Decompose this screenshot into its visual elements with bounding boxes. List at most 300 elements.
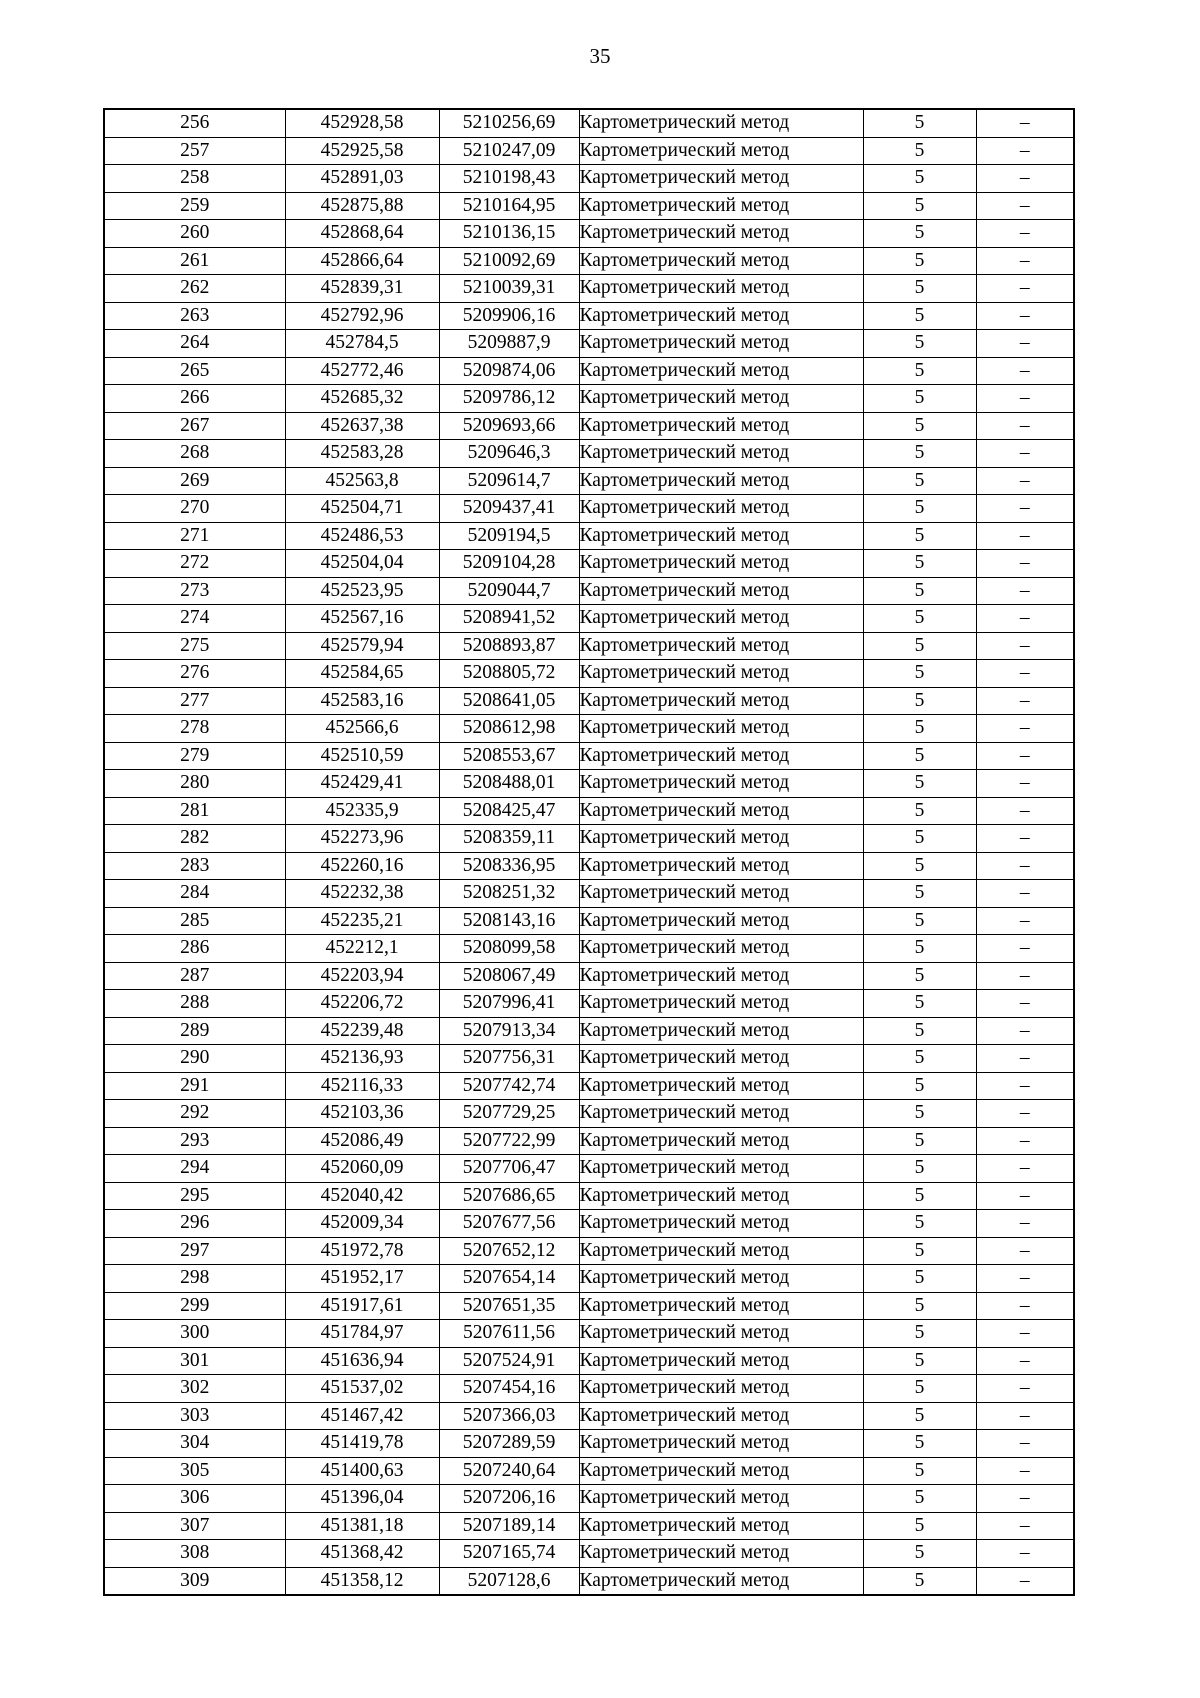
point-number-cell: 309	[104, 1567, 285, 1595]
table-row	[104, 687, 1074, 715]
description-cell: –	[976, 632, 1074, 660]
description-cell: –	[976, 467, 1074, 495]
table-row	[104, 907, 1074, 935]
point-number-cell: 273	[104, 577, 285, 605]
x-coordinate-cell: 452925,58	[285, 137, 439, 165]
description-cell: –	[976, 247, 1074, 275]
description-cell: –	[976, 1567, 1074, 1595]
x-coordinate-cell: 452523,95	[285, 577, 439, 605]
x-coordinate-cell: 452772,46	[285, 357, 439, 385]
method-cell: Картометрический метод	[579, 1045, 863, 1073]
method-cell: Картометрический метод	[579, 357, 863, 385]
description-cell: –	[976, 660, 1074, 688]
y-coordinate-cell: 5207729,25	[439, 1100, 579, 1128]
point-number-cell: 276	[104, 660, 285, 688]
y-coordinate-cell: 5207722,99	[439, 1127, 579, 1155]
point-number-cell: 270	[104, 495, 285, 523]
y-coordinate-cell: 5209693,66	[439, 412, 579, 440]
y-coordinate-cell: 5209887,9	[439, 330, 579, 358]
method-cell: Картометрический метод	[579, 275, 863, 303]
point-number-cell: 295	[104, 1182, 285, 1210]
table-row	[104, 302, 1074, 330]
accuracy-cell: 5	[863, 990, 976, 1018]
x-coordinate-cell: 452868,64	[285, 220, 439, 248]
description-cell: –	[976, 412, 1074, 440]
accuracy-cell: 5	[863, 1017, 976, 1045]
y-coordinate-cell: 5207996,41	[439, 990, 579, 1018]
table-row	[104, 1375, 1074, 1403]
table-row	[104, 1182, 1074, 1210]
description-cell: –	[976, 962, 1074, 990]
table-row	[104, 522, 1074, 550]
table-row	[104, 1017, 1074, 1045]
x-coordinate-cell: 451917,61	[285, 1292, 439, 1320]
method-cell: Картометрический метод	[579, 907, 863, 935]
accuracy-cell: 5	[863, 412, 976, 440]
y-coordinate-cell: 5208941,52	[439, 605, 579, 633]
x-coordinate-cell: 452116,33	[285, 1072, 439, 1100]
y-coordinate-cell: 5210247,09	[439, 137, 579, 165]
table-row	[104, 605, 1074, 633]
point-number-cell: 265	[104, 357, 285, 385]
description-cell: –	[976, 357, 1074, 385]
accuracy-cell: 5	[863, 1567, 976, 1595]
description-cell: –	[976, 742, 1074, 770]
y-coordinate-cell: 5209874,06	[439, 357, 579, 385]
accuracy-cell: 5	[863, 770, 976, 798]
point-number-cell: 286	[104, 935, 285, 963]
coordinates-table-body	[104, 109, 1074, 1595]
y-coordinate-cell: 5209044,7	[439, 577, 579, 605]
y-coordinate-cell: 5207189,14	[439, 1512, 579, 1540]
point-number-cell: 264	[104, 330, 285, 358]
description-cell: –	[976, 797, 1074, 825]
accuracy-cell: 5	[863, 247, 976, 275]
accuracy-cell: 5	[863, 495, 976, 523]
x-coordinate-cell: 452584,65	[285, 660, 439, 688]
y-coordinate-cell: 5207454,16	[439, 1375, 579, 1403]
point-number-cell: 268	[104, 440, 285, 468]
accuracy-cell: 5	[863, 1127, 976, 1155]
method-cell: Картометрический метод	[579, 1292, 863, 1320]
description-cell: –	[976, 1100, 1074, 1128]
x-coordinate-cell: 451368,42	[285, 1540, 439, 1568]
point-number-cell: 284	[104, 880, 285, 908]
point-number-cell: 287	[104, 962, 285, 990]
x-coordinate-cell: 452839,31	[285, 275, 439, 303]
y-coordinate-cell: 5209437,41	[439, 495, 579, 523]
accuracy-cell: 5	[863, 1100, 976, 1128]
description-cell: –	[976, 1540, 1074, 1568]
accuracy-cell: 5	[863, 880, 976, 908]
table-row	[104, 990, 1074, 1018]
accuracy-cell: 5	[863, 1375, 976, 1403]
y-coordinate-cell: 5208641,05	[439, 687, 579, 715]
method-cell: Картометрический метод	[579, 330, 863, 358]
x-coordinate-cell: 452784,5	[285, 330, 439, 358]
accuracy-cell: 5	[863, 660, 976, 688]
y-coordinate-cell: 5208805,72	[439, 660, 579, 688]
table-row	[104, 1512, 1074, 1540]
table-row	[104, 935, 1074, 963]
description-cell: –	[976, 330, 1074, 358]
point-number-cell: 301	[104, 1347, 285, 1375]
x-coordinate-cell: 452486,53	[285, 522, 439, 550]
table-row	[104, 275, 1074, 303]
method-cell: Картометрический метод	[579, 1100, 863, 1128]
table-row	[104, 1210, 1074, 1238]
y-coordinate-cell: 5208067,49	[439, 962, 579, 990]
accuracy-cell: 5	[863, 1292, 976, 1320]
point-number-cell: 266	[104, 385, 285, 413]
point-number-cell: 256	[104, 109, 285, 137]
point-number-cell: 279	[104, 742, 285, 770]
accuracy-cell: 5	[863, 1512, 976, 1540]
description-cell: –	[976, 825, 1074, 853]
y-coordinate-cell: 5207913,34	[439, 1017, 579, 1045]
y-coordinate-cell: 5207165,74	[439, 1540, 579, 1568]
x-coordinate-cell: 452203,94	[285, 962, 439, 990]
point-number-cell: 260	[104, 220, 285, 248]
table-row	[104, 192, 1074, 220]
y-coordinate-cell: 5208425,47	[439, 797, 579, 825]
description-cell: –	[976, 935, 1074, 963]
point-number-cell: 288	[104, 990, 285, 1018]
page-number: 35	[589, 44, 611, 68]
description-cell: –	[976, 1045, 1074, 1073]
table-row	[104, 440, 1074, 468]
accuracy-cell: 5	[863, 1072, 976, 1100]
accuracy-cell: 5	[863, 109, 976, 137]
method-cell: Картометрический метод	[579, 440, 863, 468]
method-cell: Картометрический метод	[579, 1457, 863, 1485]
table-row	[104, 1292, 1074, 1320]
y-coordinate-cell: 5208893,87	[439, 632, 579, 660]
method-cell: Картометрический метод	[579, 935, 863, 963]
point-number-cell: 305	[104, 1457, 285, 1485]
x-coordinate-cell: 452583,28	[285, 440, 439, 468]
accuracy-cell: 5	[863, 1402, 976, 1430]
method-cell: Картометрический метод	[579, 770, 863, 798]
point-number-cell: 291	[104, 1072, 285, 1100]
table-row	[104, 715, 1074, 743]
x-coordinate-cell: 452685,32	[285, 385, 439, 413]
y-coordinate-cell: 5209786,12	[439, 385, 579, 413]
point-number-cell: 274	[104, 605, 285, 633]
method-cell: Картометрический метод	[579, 1540, 863, 1568]
point-number-cell: 289	[104, 1017, 285, 1045]
accuracy-cell: 5	[863, 550, 976, 578]
point-number-cell: 257	[104, 137, 285, 165]
table-row	[104, 880, 1074, 908]
table-row	[104, 1320, 1074, 1348]
description-cell: –	[976, 1320, 1074, 1348]
y-coordinate-cell: 5210198,43	[439, 165, 579, 193]
method-cell: Картометрический метод	[579, 1017, 863, 1045]
description-cell: –	[976, 577, 1074, 605]
point-number-cell: 285	[104, 907, 285, 935]
point-number-cell: 308	[104, 1540, 285, 1568]
accuracy-cell: 5	[863, 825, 976, 853]
description-cell: –	[976, 1127, 1074, 1155]
x-coordinate-cell: 452583,16	[285, 687, 439, 715]
method-cell: Картометрический метод	[579, 1072, 863, 1100]
x-coordinate-cell: 452260,16	[285, 852, 439, 880]
table-row	[104, 412, 1074, 440]
x-coordinate-cell: 452504,04	[285, 550, 439, 578]
y-coordinate-cell: 5207128,6	[439, 1567, 579, 1595]
point-number-cell: 261	[104, 247, 285, 275]
method-cell: Картометрический метод	[579, 605, 863, 633]
table-row	[104, 1347, 1074, 1375]
table-row	[104, 550, 1074, 578]
method-cell: Картометрический метод	[579, 1320, 863, 1348]
table-row	[104, 632, 1074, 660]
method-cell: Картометрический метод	[579, 495, 863, 523]
y-coordinate-cell: 5207289,59	[439, 1430, 579, 1458]
description-cell: –	[976, 165, 1074, 193]
table-row	[104, 1402, 1074, 1430]
x-coordinate-cell: 452891,03	[285, 165, 439, 193]
description-cell: –	[976, 1512, 1074, 1540]
point-number-cell: 263	[104, 302, 285, 330]
x-coordinate-cell: 452567,16	[285, 605, 439, 633]
accuracy-cell: 5	[863, 605, 976, 633]
description-cell: –	[976, 1457, 1074, 1485]
table-row	[104, 1127, 1074, 1155]
description-cell: –	[976, 1017, 1074, 1045]
point-number-cell: 267	[104, 412, 285, 440]
table-row	[104, 220, 1074, 248]
point-number-cell: 303	[104, 1402, 285, 1430]
point-number-cell: 296	[104, 1210, 285, 1238]
description-cell: –	[976, 1402, 1074, 1430]
x-coordinate-cell: 452103,36	[285, 1100, 439, 1128]
x-coordinate-cell: 451381,18	[285, 1512, 439, 1540]
method-cell: Картометрический метод	[579, 220, 863, 248]
accuracy-cell: 5	[863, 1430, 976, 1458]
x-coordinate-cell: 452212,1	[285, 935, 439, 963]
x-coordinate-cell: 452136,93	[285, 1045, 439, 1073]
x-coordinate-cell: 452429,41	[285, 770, 439, 798]
point-number-cell: 259	[104, 192, 285, 220]
accuracy-cell: 5	[863, 385, 976, 413]
y-coordinate-cell: 5209104,28	[439, 550, 579, 578]
accuracy-cell: 5	[863, 907, 976, 935]
accuracy-cell: 5	[863, 797, 976, 825]
method-cell: Картометрический метод	[579, 1430, 863, 1458]
table-row	[104, 1540, 1074, 1568]
table-row	[104, 467, 1074, 495]
method-cell: Картометрический метод	[579, 825, 863, 853]
table-row	[104, 825, 1074, 853]
method-cell: Картометрический метод	[579, 1182, 863, 1210]
y-coordinate-cell: 5208336,95	[439, 852, 579, 880]
x-coordinate-cell: 452510,59	[285, 742, 439, 770]
point-number-cell: 272	[104, 550, 285, 578]
method-cell: Картометрический метод	[579, 192, 863, 220]
method-cell: Картометрический метод	[579, 632, 863, 660]
y-coordinate-cell: 5207654,14	[439, 1265, 579, 1293]
description-cell: –	[976, 302, 1074, 330]
accuracy-cell: 5	[863, 1237, 976, 1265]
table-row	[104, 797, 1074, 825]
method-cell: Картометрический метод	[579, 1237, 863, 1265]
x-coordinate-cell: 452060,09	[285, 1155, 439, 1183]
method-cell: Картометрический метод	[579, 467, 863, 495]
point-number-cell: 271	[104, 522, 285, 550]
method-cell: Картометрический метод	[579, 1375, 863, 1403]
x-coordinate-cell: 452009,34	[285, 1210, 439, 1238]
x-coordinate-cell: 452792,96	[285, 302, 439, 330]
table-row	[104, 1430, 1074, 1458]
description-cell: –	[976, 1292, 1074, 1320]
accuracy-cell: 5	[863, 1540, 976, 1568]
method-cell: Картометрический метод	[579, 385, 863, 413]
y-coordinate-cell: 5207206,16	[439, 1485, 579, 1513]
point-number-cell: 293	[104, 1127, 285, 1155]
table-row	[104, 1237, 1074, 1265]
accuracy-cell: 5	[863, 192, 976, 220]
table-row	[104, 495, 1074, 523]
accuracy-cell: 5	[863, 1347, 976, 1375]
accuracy-cell: 5	[863, 715, 976, 743]
method-cell: Картометрический метод	[579, 550, 863, 578]
description-cell: –	[976, 1210, 1074, 1238]
x-coordinate-cell: 452206,72	[285, 990, 439, 1018]
method-cell: Картометрический метод	[579, 1265, 863, 1293]
table-row	[104, 1072, 1074, 1100]
method-cell: Картометрический метод	[579, 1347, 863, 1375]
description-cell: –	[976, 275, 1074, 303]
point-number-cell: 280	[104, 770, 285, 798]
description-cell: –	[976, 605, 1074, 633]
y-coordinate-cell: 5209614,7	[439, 467, 579, 495]
accuracy-cell: 5	[863, 165, 976, 193]
accuracy-cell: 5	[863, 852, 976, 880]
table-row	[104, 962, 1074, 990]
method-cell: Картометрический метод	[579, 852, 863, 880]
point-number-cell: 258	[104, 165, 285, 193]
table-row	[104, 770, 1074, 798]
x-coordinate-cell: 451537,02	[285, 1375, 439, 1403]
x-coordinate-cell: 451358,12	[285, 1567, 439, 1595]
accuracy-cell: 5	[863, 577, 976, 605]
table-row	[104, 1457, 1074, 1485]
x-coordinate-cell: 452235,21	[285, 907, 439, 935]
accuracy-cell: 5	[863, 522, 976, 550]
table-row	[104, 577, 1074, 605]
y-coordinate-cell: 5208488,01	[439, 770, 579, 798]
point-number-cell: 300	[104, 1320, 285, 1348]
y-coordinate-cell: 5208553,67	[439, 742, 579, 770]
table-row	[104, 1155, 1074, 1183]
description-cell: –	[976, 137, 1074, 165]
accuracy-cell: 5	[863, 1182, 976, 1210]
point-number-cell: 299	[104, 1292, 285, 1320]
table-row	[104, 852, 1074, 880]
description-cell: –	[976, 1155, 1074, 1183]
table-row	[104, 330, 1074, 358]
y-coordinate-cell: 5207240,64	[439, 1457, 579, 1485]
y-coordinate-cell: 5207611,56	[439, 1320, 579, 1348]
accuracy-cell: 5	[863, 1045, 976, 1073]
table-row	[104, 742, 1074, 770]
method-cell: Картометрический метод	[579, 1402, 863, 1430]
x-coordinate-cell: 452086,49	[285, 1127, 439, 1155]
y-coordinate-cell: 5207756,31	[439, 1045, 579, 1073]
y-coordinate-cell: 5210136,15	[439, 220, 579, 248]
table-row	[104, 137, 1074, 165]
table-row	[104, 165, 1074, 193]
method-cell: Картометрический метод	[579, 1485, 863, 1513]
x-coordinate-cell: 452239,48	[285, 1017, 439, 1045]
method-cell: Картометрический метод	[579, 742, 863, 770]
x-coordinate-cell: 452566,6	[285, 715, 439, 743]
x-coordinate-cell: 452579,94	[285, 632, 439, 660]
point-number-cell: 306	[104, 1485, 285, 1513]
y-coordinate-cell: 5207706,47	[439, 1155, 579, 1183]
method-cell: Картометрический метод	[579, 412, 863, 440]
x-coordinate-cell: 452040,42	[285, 1182, 439, 1210]
method-cell: Картометрический метод	[579, 715, 863, 743]
table-row	[104, 1567, 1074, 1595]
accuracy-cell: 5	[863, 962, 976, 990]
x-coordinate-cell: 451400,63	[285, 1457, 439, 1485]
y-coordinate-cell: 5210039,31	[439, 275, 579, 303]
description-cell: –	[976, 1375, 1074, 1403]
x-coordinate-cell: 451396,04	[285, 1485, 439, 1513]
accuracy-cell: 5	[863, 687, 976, 715]
accuracy-cell: 5	[863, 220, 976, 248]
x-coordinate-cell: 451467,42	[285, 1402, 439, 1430]
method-cell: Картометрический метод	[579, 577, 863, 605]
accuracy-cell: 5	[863, 632, 976, 660]
method-cell: Картометрический метод	[579, 137, 863, 165]
description-cell: –	[976, 852, 1074, 880]
description-cell: –	[976, 907, 1074, 935]
accuracy-cell: 5	[863, 1210, 976, 1238]
table-row	[104, 109, 1074, 137]
description-cell: –	[976, 770, 1074, 798]
accuracy-cell: 5	[863, 935, 976, 963]
accuracy-cell: 5	[863, 467, 976, 495]
description-cell: –	[976, 1347, 1074, 1375]
point-number-cell: 298	[104, 1265, 285, 1293]
y-coordinate-cell: 5207524,91	[439, 1347, 579, 1375]
y-coordinate-cell: 5209906,16	[439, 302, 579, 330]
y-coordinate-cell: 5207651,35	[439, 1292, 579, 1320]
method-cell: Картометрический метод	[579, 962, 863, 990]
method-cell: Картометрический метод	[579, 109, 863, 137]
description-cell: –	[976, 1182, 1074, 1210]
x-coordinate-cell: 452273,96	[285, 825, 439, 853]
y-coordinate-cell: 5208099,58	[439, 935, 579, 963]
y-coordinate-cell: 5207677,56	[439, 1210, 579, 1238]
table-row	[104, 385, 1074, 413]
description-cell: –	[976, 990, 1074, 1018]
x-coordinate-cell: 452504,71	[285, 495, 439, 523]
method-cell: Картометрический метод	[579, 1512, 863, 1540]
x-coordinate-cell: 452637,38	[285, 412, 439, 440]
y-coordinate-cell: 5210164,95	[439, 192, 579, 220]
description-cell: –	[976, 192, 1074, 220]
y-coordinate-cell: 5209194,5	[439, 522, 579, 550]
description-cell: –	[976, 109, 1074, 137]
method-cell: Картометрический метод	[579, 302, 863, 330]
point-number-cell: 269	[104, 467, 285, 495]
description-cell: –	[976, 1265, 1074, 1293]
